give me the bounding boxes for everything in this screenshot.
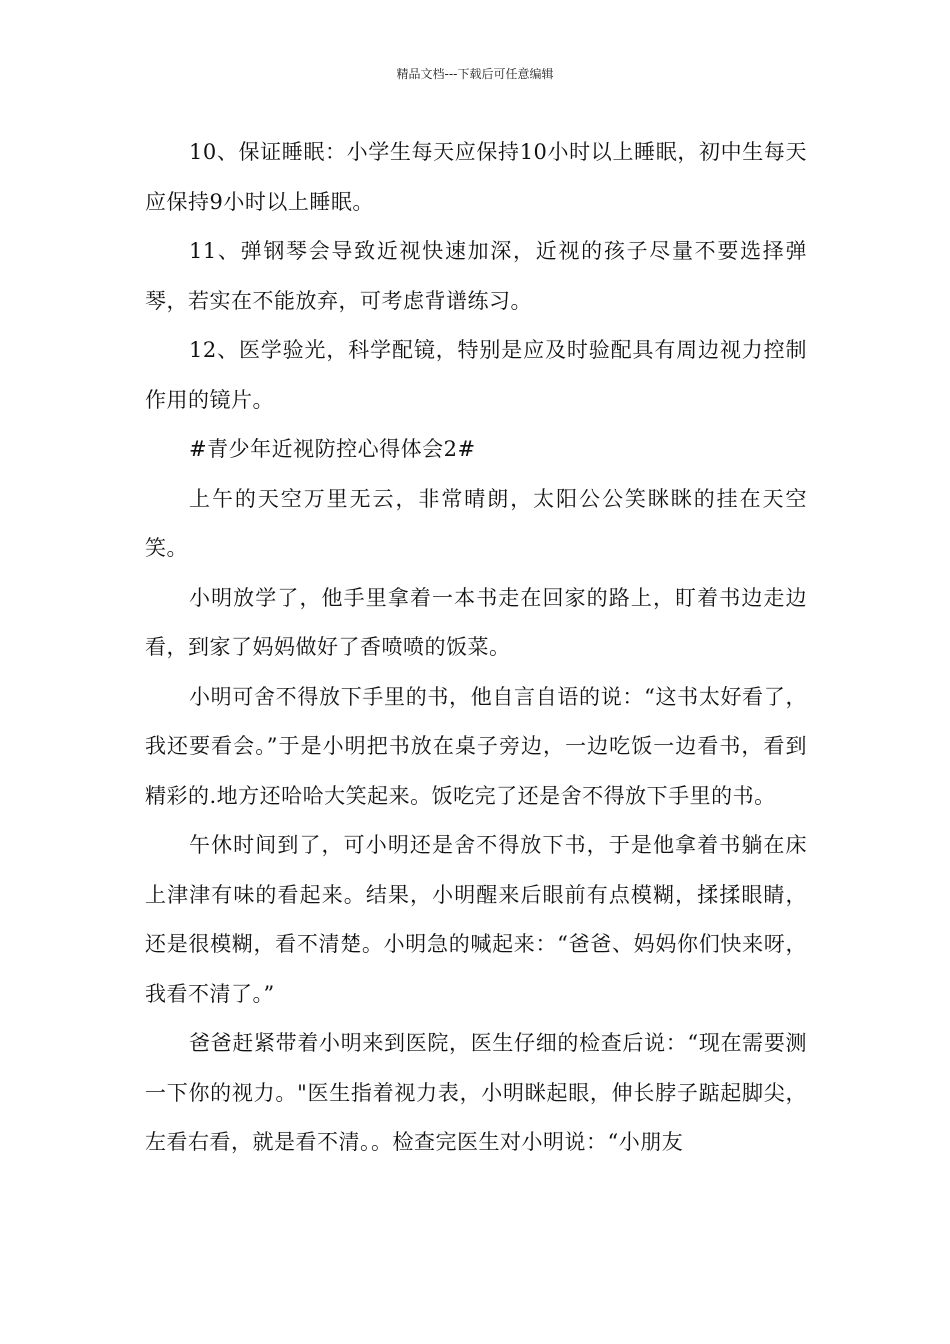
document-body bbox=[145, 128, 807, 1168]
paragraph-sleep: 10、保证睡眠：小学生每天应保持10小时以上睡眠，初中生每天应保持9小时以上睡眠。 bbox=[145, 140, 807, 214]
paragraph-story-3: 小明可舍不得放下手里的书，他自言自语的说：“这书太好看了，我还要看会。”于是小明把书放在桌子旁边，一边吃饭一边看书，看到精彩的.地方还哈哈大笑起来。饭吃完了还是舍不得放下手里的书。 bbox=[145, 684, 807, 808]
page-header: 精品文档---下载后可任意编辑 bbox=[396, 67, 554, 81]
paragraph-story-4: 午休时间到了，可小明还是舍不得放下书，于是他拿着书躺在床上津津有味的看起来。结果，小明醒来后眼前有点模糊，揉揉眼睛，还是很模糊，看不清楚。小明急的喊起来：“爸爸、妈妈你们快来呀，我看不清了。” bbox=[145, 833, 807, 1006]
paragraph-story-2: 小明放学了，他手里拿着一本书走在回家的路上，盯着书边走边看，到家了妈妈做好了香喷喷的饭菜。 bbox=[145, 585, 807, 659]
paragraph-story-5: 爸爸赶紧带着小明来到医院，医生仔细的检查后说：“现在需要测一下你的视力。"医生指着视力表，小明眯起眼，伸长脖子踮起脚尖，左看右看，就是看不清。。检查完医生对小明说：“小朋友 bbox=[145, 1031, 807, 1154]
paragraph-piano: 11、弹钢琴会导致近视快速加深，近视的孩子尽量不要选择弹琴，若实在不能放弃，可考虑背谱练习。 bbox=[145, 239, 807, 313]
paragraph-optometry: 12、医学验光，科学配镜，特别是应及时验配具有周边视力控制作用的镜片。 bbox=[145, 338, 807, 412]
section-heading: #青少年近视防控心得体会2# bbox=[189, 437, 476, 461]
paragraph-story-1: 上午的天空万里无云，非常晴朗，太阳公公笑眯眯的挂在天空笑。 bbox=[145, 486, 807, 560]
